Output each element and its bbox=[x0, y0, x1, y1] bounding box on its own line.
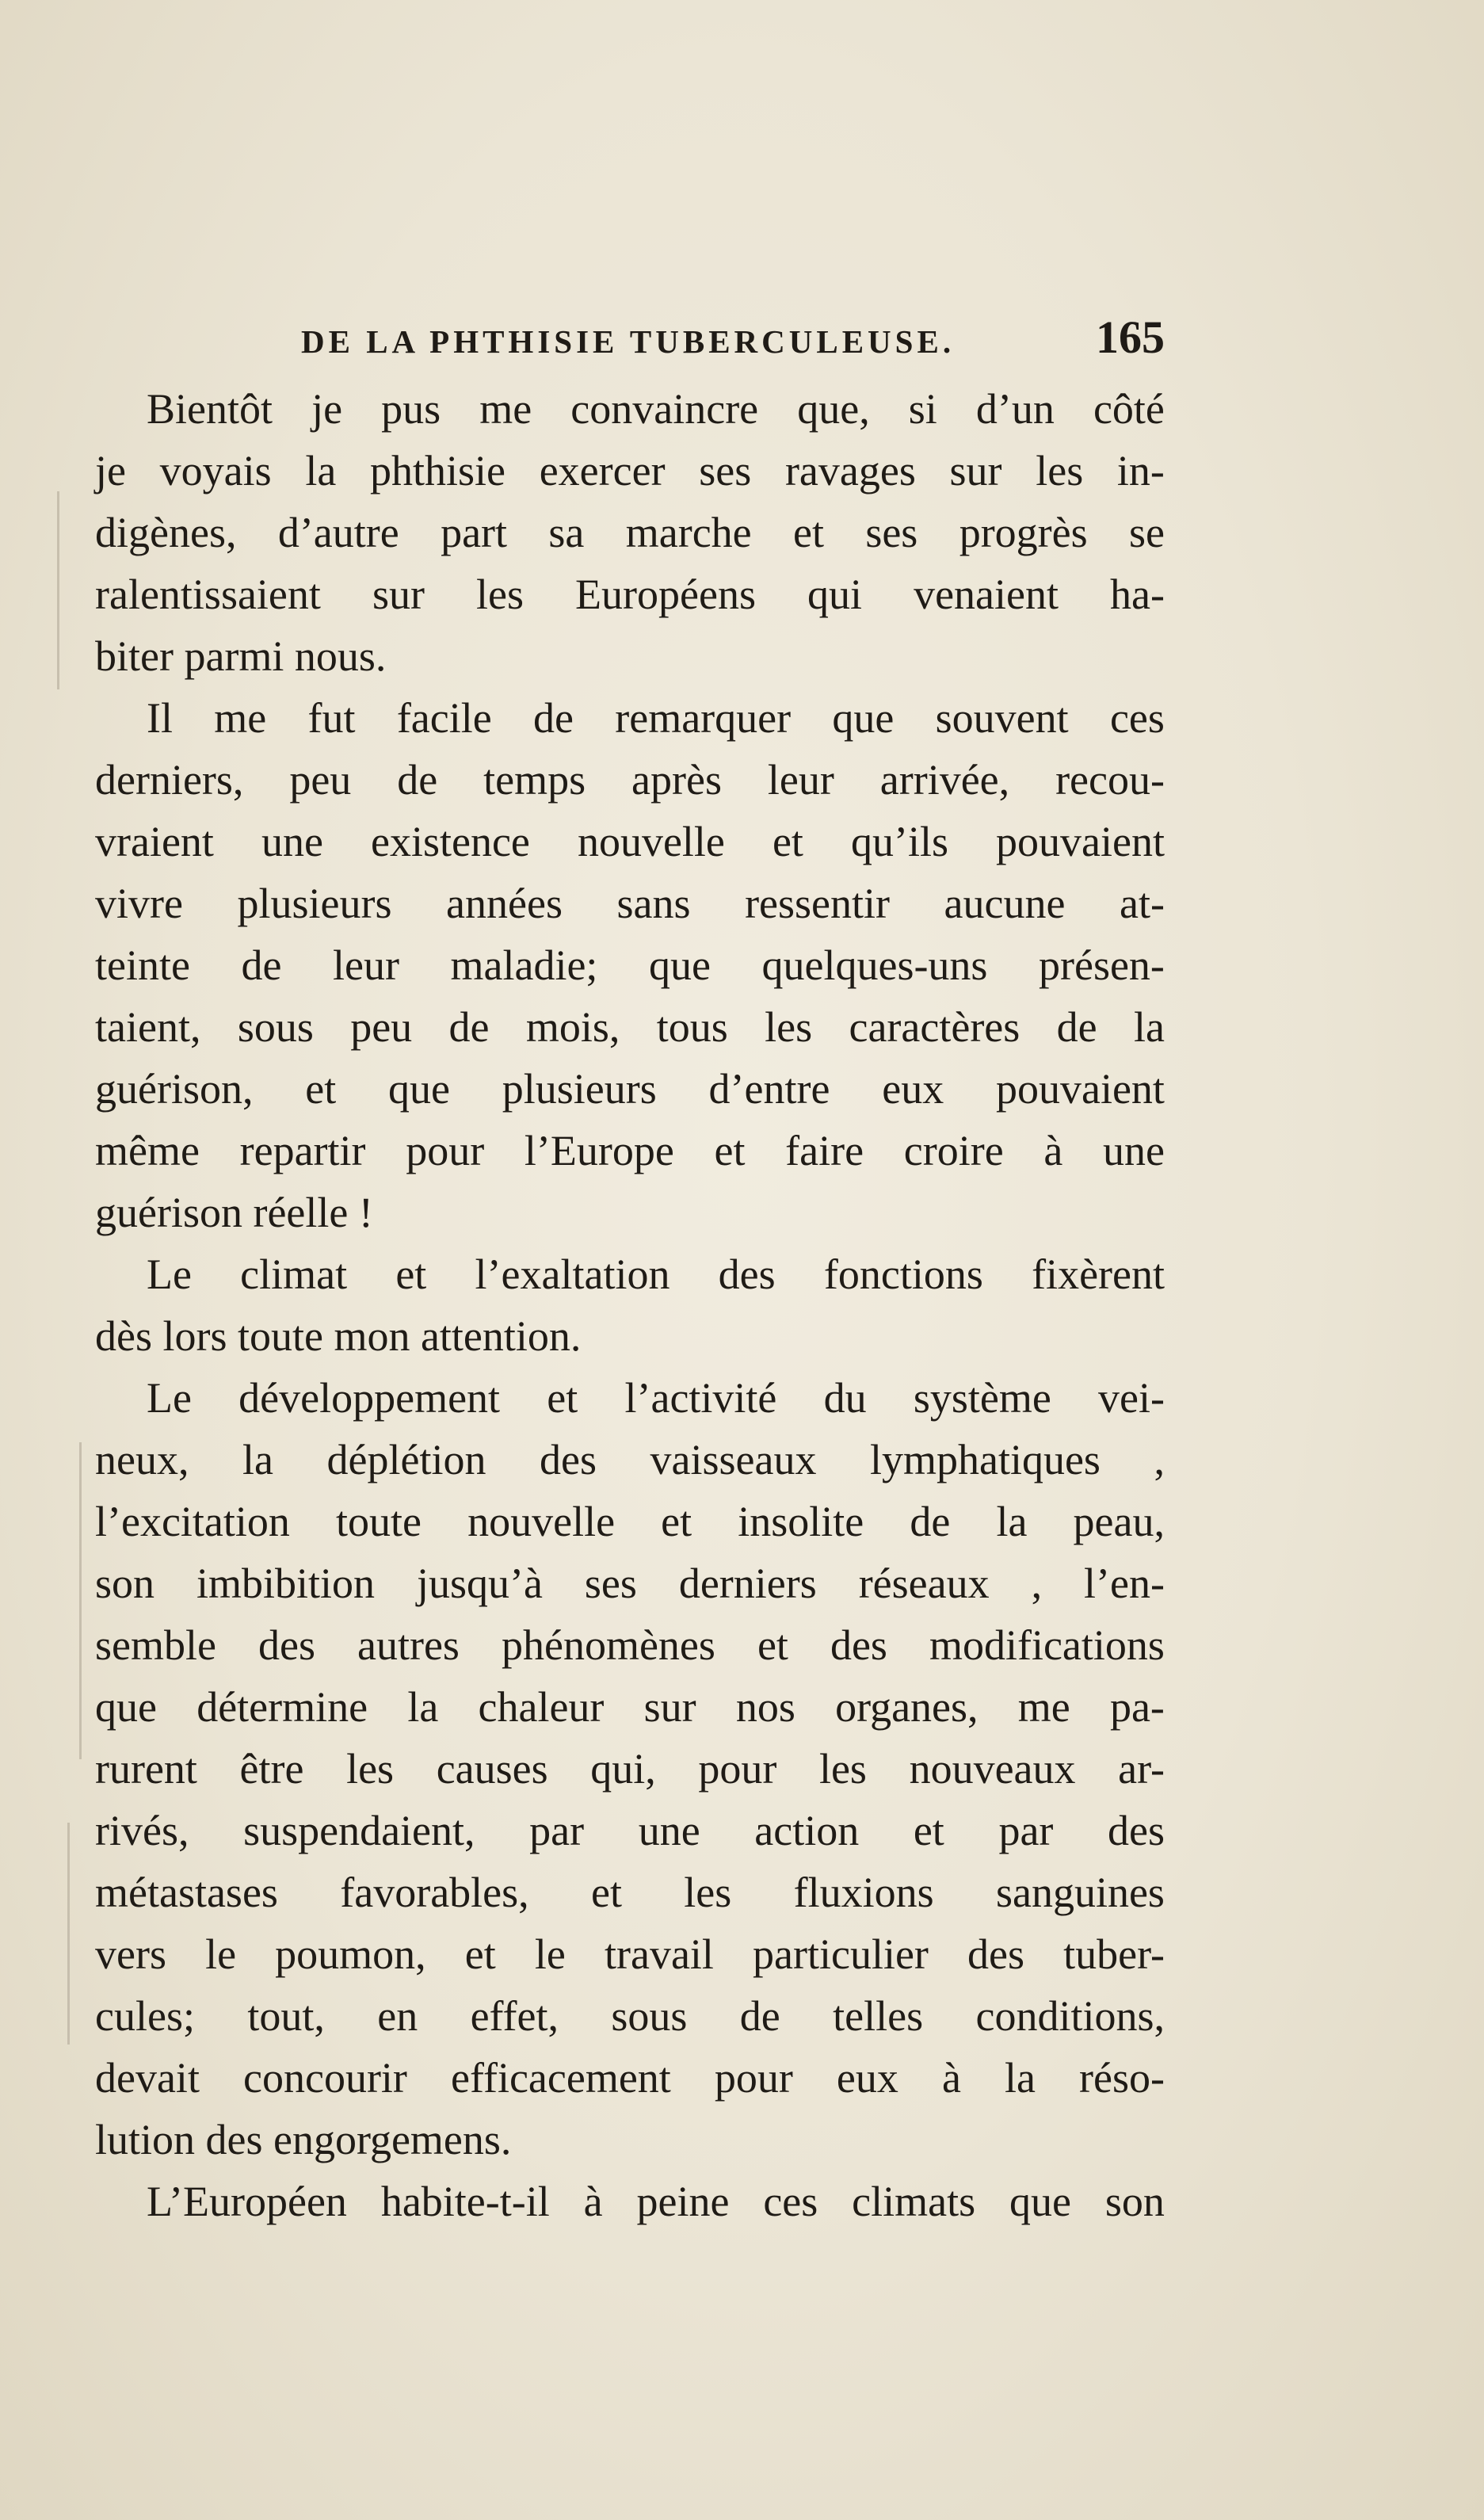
text-line: métastases favorables, et les fluxions sanguines bbox=[95, 1869, 1165, 1916]
text-line: son imbibition jusqu’à ses derniers réseaux , l’en- bbox=[95, 1560, 1165, 1607]
text-line: cules; tout, en effet, sous de telles conditions, bbox=[95, 1992, 1165, 2040]
text-line: biter parmi nous. bbox=[95, 632, 387, 680]
text-line: guérison, et que plusieurs d’entre eux pouvaient bbox=[95, 1065, 1165, 1113]
text-line: rurent être les causes qui, pour les nouveaux ar- bbox=[95, 1745, 1165, 1793]
text-line: guérison réelle ! bbox=[95, 1189, 373, 1236]
page-number: 165 bbox=[1096, 311, 1165, 363]
text-line: je voyais la phthisie exercer ses ravages sur les in- bbox=[95, 447, 1165, 494]
text-line: neux, la déplétion des vaisseaux lymphatiques , bbox=[95, 1436, 1165, 1483]
text-line: vraient une existence nouvelle et qu’ils pouvaient bbox=[95, 818, 1165, 865]
text-line: vivre plusieurs années sans ressentir aucune at- bbox=[95, 880, 1165, 927]
text-line: ralentissaient sur les Européens qui venaient ha- bbox=[95, 571, 1165, 618]
text-line: lution des engorgemens. bbox=[95, 2116, 512, 2163]
text-line: semble des autres phénomènes et des modifications bbox=[95, 1621, 1165, 1669]
text-line: que détermine la chaleur sur nos organes, me pa- bbox=[95, 1683, 1165, 1731]
running-head bbox=[301, 311, 1165, 364]
text-line: l’excitation toute nouvelle et insolite de la peau, bbox=[95, 1498, 1165, 1545]
text-line: dès lors toute mon attention. bbox=[95, 1312, 582, 1360]
text-line: derniers, peu de temps après leur arrivée, recou- bbox=[95, 756, 1165, 804]
running-title: DE LA PHTHISIE TUBERCULEUSE. bbox=[301, 323, 956, 360]
text-line: Il me fut facile de remarquer que souvent ces bbox=[147, 694, 1165, 742]
text-line: L’Européen habite-t-il à peine ces climats que son bbox=[147, 2178, 1165, 2225]
text-line: même repartir pour l’Europe et faire croire à une bbox=[95, 1127, 1165, 1174]
text-line: taient, sous peu de mois, tous les caractères de la bbox=[95, 1003, 1165, 1051]
margin-pencil-line bbox=[79, 1442, 82, 1759]
text-line: teinte de leur maladie; que quelques-uns présen- bbox=[95, 941, 1165, 989]
text-line: rivés, suspendaient, par une action et par des bbox=[95, 1807, 1165, 1854]
text-line: Le climat et l’exaltation des fonctions fixèrent bbox=[147, 1250, 1165, 1298]
margin-pencil-line bbox=[57, 491, 59, 689]
text-line: digènes, d’autre part sa marche et ses progrès se bbox=[95, 509, 1165, 556]
margin-pencil-line bbox=[67, 1823, 70, 2045]
text-line: Bientôt je pus me convaincre que, si d’un côté bbox=[147, 385, 1165, 433]
text-line: vers le poumon, et le travail particulier des tuber- bbox=[95, 1930, 1165, 1978]
text-line: Le développement et l’activité du système vei- bbox=[147, 1374, 1165, 1422]
text-line: devait concourir efficacement pour eux à la réso- bbox=[95, 2054, 1165, 2102]
